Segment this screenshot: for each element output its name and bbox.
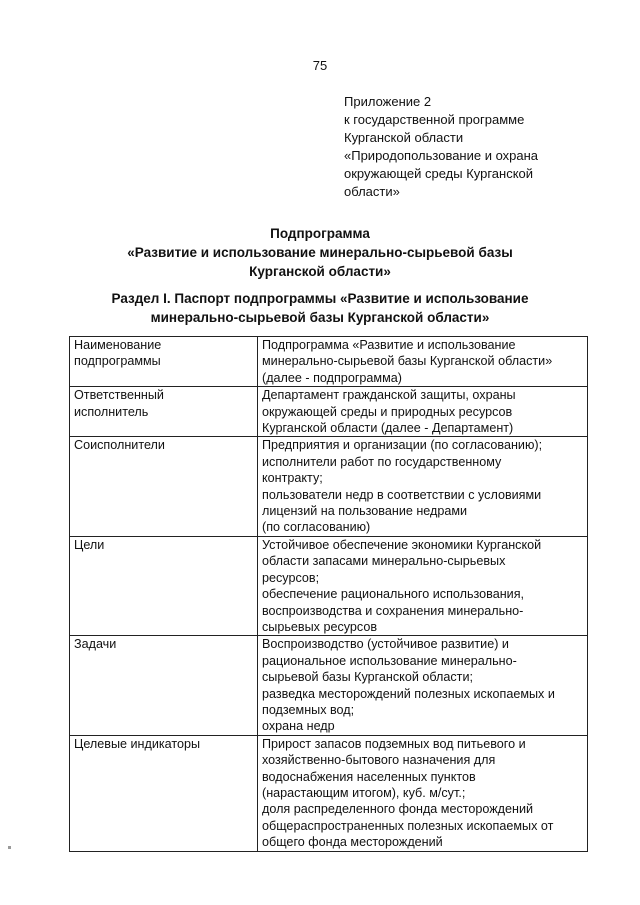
row-value-cell [258,387,588,437]
row-value-line: окружающей среды и природных ресурсов [262,404,513,419]
row-value-line: подземных вод; [262,702,355,717]
row-label-line: Ответственный [74,388,164,403]
scan-speck [8,846,11,849]
row-label-cell [70,387,258,437]
row-value-line: (нарастающим итогом), куб. м/сут.; [262,785,466,800]
row-value-cell [258,636,588,735]
subprogram-heading-line: Подпрограмма [270,226,370,241]
row-value-line: общего фонда месторождений [262,835,443,850]
row-value-cell [258,337,588,387]
row-label-cell [70,536,258,635]
row-value-line: контракту; [262,471,323,486]
table-row [70,735,588,851]
row-value-line: Устойчивое обеспечение экономики Курганской [262,537,542,552]
row-value-line: хозяйственно-бытового назначения для [262,753,496,768]
row-value-line: Департамент гражданской защиты, охраны [262,388,516,403]
row-label-cell [70,735,258,851]
row-label-cell [70,437,258,536]
row-value-line: исполнители работ по государственному [262,454,502,469]
table-row [70,636,588,735]
row-label-line: подпрограммы [74,354,161,369]
row-value-line: пользователи недр в соответствии с условиями [262,487,542,502]
appendix-line: Приложение 2 [344,94,432,109]
row-value-line: разведка месторождений полезных ископаемых и [262,686,555,701]
row-value-line: сырьевой базы Курганской области; [262,670,473,685]
row-value-line: Подпрограмма «Развитие и использование [262,338,516,352]
appendix-line: к государственной программе [344,112,525,127]
row-value-line: Предприятия и организации (по согласованию); [262,438,543,453]
appendix-line: «Природопользование и охрана [344,148,539,163]
row-value-line: общераспространенных полезных ископаемых от [262,818,554,833]
appendix-note [344,93,604,201]
passport-table [69,336,588,852]
section-heading-line: Раздел I. Паспорт подпрограммы «Развитие и использование [111,291,529,306]
subprogram-heading-line: «Развитие и использование минерально-сырьевой базы [127,245,513,260]
row-value-line: (далее - подпрограмма) [262,370,402,385]
row-value-cell [258,437,588,536]
row-value-line: водоснабжения населенных пунктов [262,769,476,784]
row-value-line: доля распределенного фонда месторождений [262,802,534,817]
appendix-line: области» [344,184,400,199]
table-row [70,337,588,387]
table-row [70,536,588,635]
row-value-line: области запасами минерально-сырьевых [262,554,506,569]
row-value-line: минерально-сырьевой базы Курганской области» [262,354,553,369]
table-row [70,387,588,437]
row-label-line: исполнитель [74,404,149,419]
table-row [70,437,588,536]
subprogram-heading [0,224,640,281]
row-value-line: обеспечение рационального использования, [262,587,525,602]
row-label-cell [70,337,258,387]
row-label-line: Целевые индикаторы [74,736,201,751]
row-value-line: лицензий на пользование недрами [262,504,468,519]
row-value-cell [258,536,588,635]
row-value-cell [258,735,588,851]
row-value-line: (по согласованию) [262,520,371,535]
section-heading-line: минерально-сырьевой базы Курганской области» [150,310,490,325]
appendix-line: окружающей среды Курганской [344,166,534,181]
section-heading [0,289,640,327]
row-value-line: охрана недр [262,719,335,734]
row-value-line: Прирост запасов подземных вод питьевого и [262,736,526,751]
row-label-line: Цели [74,537,105,552]
row-value-line: сырьевых ресурсов [262,619,378,634]
row-label-line: Наименование [74,338,162,352]
row-value-line: воспроизводства и сохранения минерально- [262,603,524,618]
row-label-line: Задачи [74,637,117,652]
row-label-line: Соисполнители [74,438,165,453]
row-label-cell [70,636,258,735]
subprogram-heading-line: Курганской области» [249,264,391,279]
page-number: 75 [312,58,328,73]
row-value-line: Воспроизводство (устойчивое развитие) и [262,637,509,652]
appendix-line: Курганской области [344,130,464,145]
row-value-line: рациональное использование минерально- [262,653,517,668]
row-value-line: Курганской области (далее - Департамент) [262,421,514,436]
row-value-line: ресурсов; [262,570,320,585]
